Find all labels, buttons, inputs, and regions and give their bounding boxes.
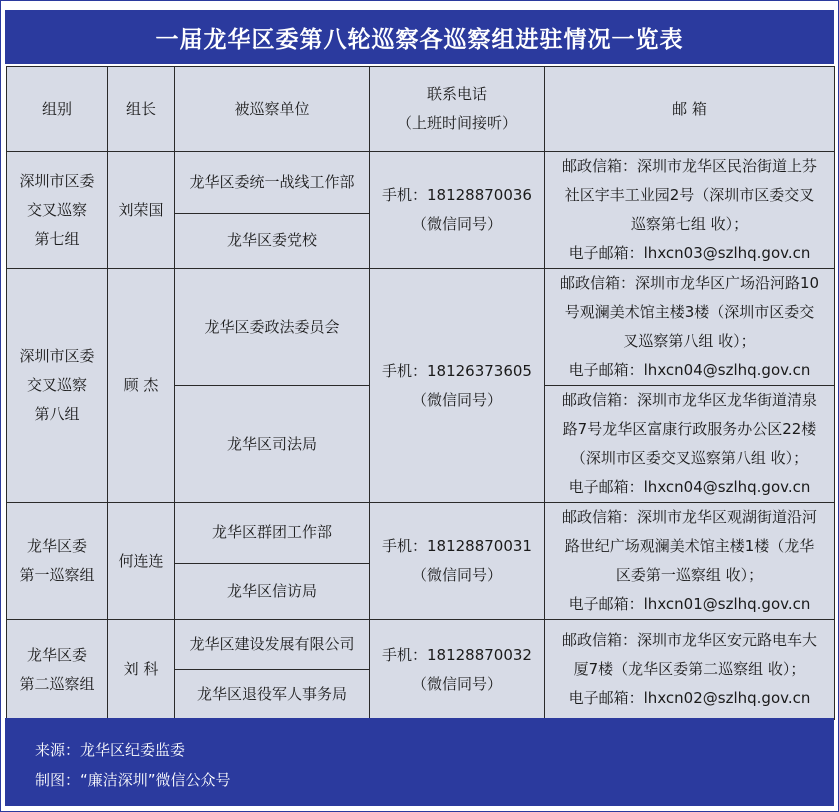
unit-cell: 龙华区委统一战线工作部 [175,152,370,214]
credit-text: 制图：“廉洁深圳”微信公众号 [35,771,231,789]
unit-cell: 龙华区委政法委员会 [175,269,370,386]
table-row [7,503,835,564]
mail-line: 路7号龙华区富康行政服务办公区22楼 [562,420,817,438]
group-name-line: 龙华区委 [26,645,87,664]
header-unit: 被巡察单位 [175,67,370,152]
group-name-cell [7,620,108,720]
group-name-line: 交叉巡察 [26,200,87,219]
wechat-note: （微信同号） [411,215,502,233]
mail-cell [545,269,835,386]
group-name-line: 第八组 [34,405,80,423]
mail-line: 路世纪广场观澜美术馆主楼1楼（龙华 [564,537,815,555]
page-title: 一届龙华区委第八轮巡察各巡察组进驻情况一览表 [5,10,834,64]
email-line: 电子邮箱：lhxcn03@szlhq.gov.cn [568,244,811,262]
mail-cell [545,386,835,503]
wechat-note: （微信同号） [411,566,502,584]
mail-line: （深圳市区委交叉巡察第八组 收）； [570,449,809,467]
header-row [7,67,835,152]
mail-line: 邮政信箱：深圳市龙华区安元路电车大 [561,631,817,649]
mail-line: 号观澜美术馆主楼3楼（深圳市区委交 [564,303,815,321]
header-phone [370,67,545,152]
header-leader: 组长 [108,67,175,152]
group-name-line: 交叉巡察 [26,376,87,394]
group-name-line: 第七组 [34,229,80,248]
group-name-line: 第二巡察组 [19,674,95,693]
phone-cell [370,620,545,720]
mail-line: 巡察第七组 收）； [630,215,749,233]
phone-cell [370,152,545,269]
email-line: 电子邮箱：lhxcn02@szlhq.gov.cn [568,689,811,707]
phone-number: 手机：18126373605 [382,361,532,380]
email-line: 电子邮箱：lhxcn01@szlhq.gov.cn [568,595,811,613]
leader-cell: 刘 科 [108,620,175,720]
header-phone-label: 联系电话 [426,85,487,103]
group-name-cell [7,269,108,503]
unit-cell: 龙华区退役军人事务局 [175,670,370,720]
leader-cell: 何连连 [108,503,175,620]
unit-cell: 龙华区群团工作部 [175,503,370,564]
mail-line: 邮政信箱：深圳市龙华区观湖街道沿河 [561,508,817,526]
group-name-cell [7,152,108,269]
email-line: 电子邮箱：lhxcn04@szlhq.gov.cn [568,478,811,496]
phone-cell [370,503,545,620]
phone-number: 手机：18128870036 [382,186,532,204]
footer [5,718,834,806]
unit-cell: 龙华区信访局 [175,563,370,619]
phone-number: 手机：18128870031 [382,537,532,555]
leader-cell: 顾 杰 [108,269,175,503]
mail-cell [545,503,835,620]
group-name-line: 深圳市区委 [19,171,95,190]
group-name-line: 龙华区委 [26,537,87,555]
unit-cell: 龙华区司法局 [175,386,370,503]
mail-line: 邮政信箱：深圳市龙华区民治街道上芬 [561,157,817,175]
leader-cell: 刘荣国 [108,152,175,269]
phone-cell [370,269,545,503]
mail-cell [545,620,835,720]
mail-line: 社区宇丰工业园2号（深圳市区委交叉 [564,186,815,204]
table-row [7,620,835,670]
mail-line: 厦7楼（龙华区委第二巡察组 收）； [573,660,806,678]
header-phone-note: （上班时间接听） [396,114,517,132]
mail-line: 叉巡察第八组 收）； [623,332,756,350]
group-name-line: 深圳市区委 [19,347,95,365]
unit-cell: 龙华区建设发展有限公司 [175,620,370,670]
source-text: 来源：龙华区纪委监委 [35,741,186,759]
inspection-table [6,66,835,720]
mail-line: 邮政信箱：深圳市龙华区广场沿河路10 [559,274,820,292]
wechat-note: （微信同号） [411,390,502,409]
group-name-cell [7,503,108,620]
mail-line: 邮政信箱：深圳市龙华区龙华街道清泉 [561,391,817,409]
mail-cell [545,152,835,269]
email-line: 电子邮箱：lhxcn04@szlhq.gov.cn [568,361,811,379]
table-row [7,269,835,386]
table-row [7,152,835,214]
mail-line: 区委第一巡察组 收）； [615,566,764,584]
unit-cell: 龙华区委党校 [175,213,370,268]
header-mail: 邮 箱 [545,67,835,152]
wechat-note: （微信同号） [411,674,502,693]
header-group: 组别 [7,67,108,152]
group-name-line: 第一巡察组 [19,566,95,584]
phone-number: 手机：18128870032 [382,645,532,664]
